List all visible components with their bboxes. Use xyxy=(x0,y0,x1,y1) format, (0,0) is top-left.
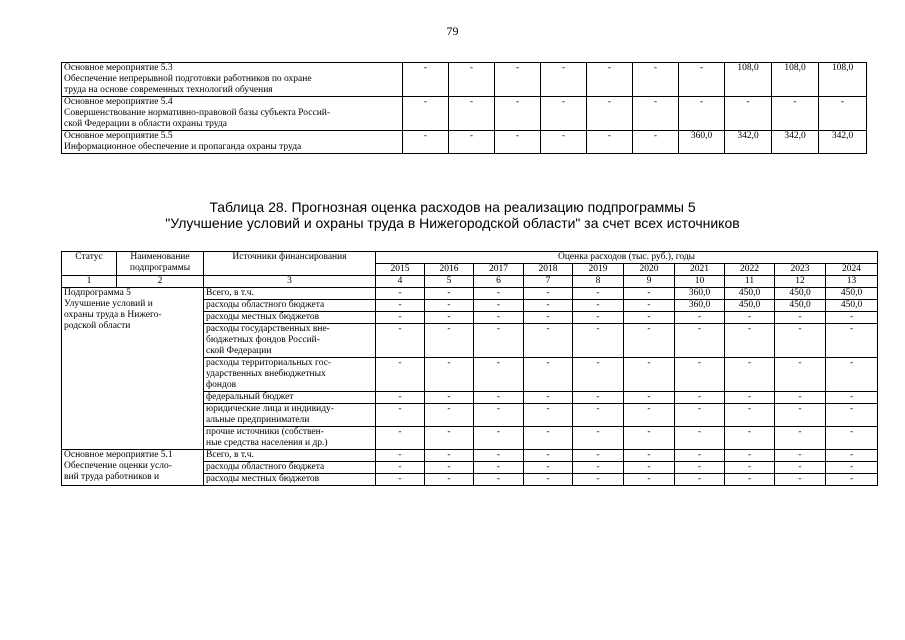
value-cell: - xyxy=(573,404,624,427)
value-cell: - xyxy=(474,450,524,462)
measure-row xyxy=(62,131,867,154)
value-cell: 450,0 xyxy=(775,288,826,300)
funding-source xyxy=(204,312,376,324)
value-cell: - xyxy=(573,450,624,462)
value-cell: - xyxy=(725,97,772,131)
value-cell: - xyxy=(772,97,819,131)
subprogram-row xyxy=(62,288,878,300)
funding-source-line: расходы областного бюджета xyxy=(206,462,325,472)
value-cell: - xyxy=(425,392,474,404)
value-cell: - xyxy=(425,288,474,300)
value-cell: - xyxy=(376,358,425,392)
value-cell: - xyxy=(775,312,826,324)
value-cell: - xyxy=(425,462,474,474)
value-cell: 450,0 xyxy=(725,288,775,300)
year-header: 2024 xyxy=(826,264,878,276)
value-cell: - xyxy=(524,392,573,404)
value-cell: - xyxy=(524,312,573,324)
funding-source-line: расходы государственных вне- xyxy=(206,324,330,334)
value-cell: - xyxy=(633,97,679,131)
value-cell: - xyxy=(573,474,624,486)
value-cell: - xyxy=(775,358,826,392)
value-cell: - xyxy=(376,288,425,300)
measure-label-line: ской Федерации в области охраны труда xyxy=(64,119,227,129)
column-number: 10 xyxy=(675,276,725,288)
value-cell: 108,0 xyxy=(819,63,867,97)
column-number-row xyxy=(62,276,878,288)
year-header: 2019 xyxy=(573,264,624,276)
value-cell: - xyxy=(826,427,878,450)
funding-source-line: ской Федерации xyxy=(206,346,272,356)
column-number: 12 xyxy=(775,276,826,288)
value-cell: - xyxy=(725,392,775,404)
value-cell: - xyxy=(826,450,878,462)
value-cell: - xyxy=(376,427,425,450)
value-cell: - xyxy=(826,324,878,358)
table-title-line-2: "Улучшение условий и охраны труда в Нижегородской области" за счет всех источников xyxy=(165,215,740,231)
value-cell: - xyxy=(573,392,624,404)
value-cell: - xyxy=(524,404,573,427)
value-cell: - xyxy=(725,450,775,462)
year-header: 2017 xyxy=(474,264,524,276)
subprogram-label-line: родской области xyxy=(64,321,131,331)
name-header: Наименование подпрограммы xyxy=(117,252,204,276)
value-cell: - xyxy=(826,392,878,404)
year-header: 2015 xyxy=(376,264,425,276)
value-cell: - xyxy=(725,462,775,474)
column-number: 4 xyxy=(376,276,425,288)
funding-source xyxy=(204,404,376,427)
value-cell: - xyxy=(425,404,474,427)
funding-source xyxy=(204,300,376,312)
subprogram-label-line: охраны труда в Нижего- xyxy=(64,310,162,320)
value-cell: - xyxy=(449,131,495,154)
measure-5-1-label-line: Обеспечение оценки усло- xyxy=(64,461,172,471)
value-cell: - xyxy=(826,474,878,486)
measure-5-1-label xyxy=(62,450,204,486)
value-cell: - xyxy=(524,300,573,312)
value-cell: - xyxy=(725,474,775,486)
column-number: 3 xyxy=(204,276,376,288)
value-cell: - xyxy=(624,324,675,358)
value-cell: 342,0 xyxy=(725,131,772,154)
measure-label-line: Основное мероприятие 5.5 xyxy=(64,131,173,141)
column-number: 6 xyxy=(474,276,524,288)
expense-forecast-table xyxy=(61,251,878,486)
measure-5-1-label-line: Основное мероприятие 5.1 xyxy=(64,450,173,460)
value-cell: - xyxy=(573,288,624,300)
value-cell: - xyxy=(474,324,524,358)
column-number: 13 xyxy=(826,276,878,288)
value-cell: - xyxy=(675,427,725,450)
value-cell: - xyxy=(675,474,725,486)
value-cell: - xyxy=(775,450,826,462)
year-header: 2023 xyxy=(775,264,826,276)
measure-label-line: Совершенствование нормативно-правовой базы субъекта Россий- xyxy=(64,108,331,118)
value-cell: - xyxy=(624,474,675,486)
value-cell: - xyxy=(541,63,587,97)
value-cell: - xyxy=(725,404,775,427)
funding-source-line: Всего, в т.ч. xyxy=(206,288,254,298)
funding-source xyxy=(204,427,376,450)
value-cell: 342,0 xyxy=(772,131,819,154)
value-cell: - xyxy=(403,131,449,154)
subprogram-label-line: Улучшение условий и xyxy=(64,299,153,309)
value-cell: - xyxy=(449,63,495,97)
measure-5-1-label-line: вий труда работников и xyxy=(64,472,160,482)
value-cell: - xyxy=(675,392,725,404)
column-number: 11 xyxy=(725,276,775,288)
value-cell: - xyxy=(524,288,573,300)
column-number: 2 xyxy=(117,276,204,288)
value-cell: 450,0 xyxy=(826,288,878,300)
value-cell: - xyxy=(474,474,524,486)
measure-label-line: труда на основе современных технологий обучения xyxy=(64,85,273,95)
subprogram-label-line: Подпрограмма 5 xyxy=(64,288,131,298)
value-cell: - xyxy=(725,427,775,450)
funding-source xyxy=(204,462,376,474)
value-cell: 108,0 xyxy=(772,63,819,97)
value-cell: - xyxy=(624,462,675,474)
value-cell: - xyxy=(474,427,524,450)
value-cell: - xyxy=(587,97,633,131)
funding-source-line: расходы территориальных гос- xyxy=(206,358,332,368)
column-number: 8 xyxy=(573,276,624,288)
value-cell: - xyxy=(376,392,425,404)
value-cell: - xyxy=(775,392,826,404)
value-cell: 342,0 xyxy=(819,131,867,154)
value-cell: - xyxy=(826,462,878,474)
measure-label-line: Обеспечение непрерывной подготовки работников по охране xyxy=(64,74,312,84)
value-cell: - xyxy=(541,131,587,154)
value-cell: 360,0 xyxy=(675,300,725,312)
funding-source-line: юридические лица и индивиду- xyxy=(206,404,334,414)
funding-source xyxy=(204,474,376,486)
funding-source-line: ударственных внебюджетных xyxy=(206,369,326,379)
funding-source-line: расходы местных бюджетов xyxy=(206,474,320,484)
value-cell: - xyxy=(725,358,775,392)
value-cell: - xyxy=(587,63,633,97)
value-cell: 360,0 xyxy=(679,131,725,154)
value-cell: - xyxy=(624,358,675,392)
value-cell: - xyxy=(675,358,725,392)
subprogram-label xyxy=(62,288,204,450)
funding-source xyxy=(204,324,376,358)
value-cell: - xyxy=(775,462,826,474)
funding-source xyxy=(204,288,376,300)
value-cell: - xyxy=(775,404,826,427)
measure-label-line: Основное мероприятие 5.4 xyxy=(64,97,173,107)
value-cell: - xyxy=(573,300,624,312)
value-cell: - xyxy=(775,474,826,486)
value-cell: - xyxy=(524,450,573,462)
value-cell: - xyxy=(425,324,474,358)
value-cell: - xyxy=(376,450,425,462)
value-cell: - xyxy=(403,97,449,131)
funding-source-line: прочие источники (собствен- xyxy=(206,427,324,437)
value-cell: - xyxy=(425,427,474,450)
measure-row xyxy=(62,97,867,131)
funding-source-line: альные предприниматели xyxy=(206,415,310,425)
value-cell: - xyxy=(573,462,624,474)
value-cell: - xyxy=(495,131,541,154)
year-header: 2022 xyxy=(725,264,775,276)
funding-source-line: Всего, в т.ч. xyxy=(206,450,254,460)
value-cell: - xyxy=(573,324,624,358)
value-cell: - xyxy=(474,404,524,427)
value-cell: - xyxy=(541,97,587,131)
year-header: 2020 xyxy=(624,264,675,276)
value-cell: - xyxy=(675,312,725,324)
value-cell: - xyxy=(624,427,675,450)
measure-label-line: Основное мероприятие 5.3 xyxy=(64,63,173,73)
year-header: 2021 xyxy=(675,264,725,276)
value-cell: - xyxy=(587,131,633,154)
measure-label xyxy=(62,63,403,97)
value-cell: - xyxy=(624,450,675,462)
funding-source-line: бюджетных фондов Россий- xyxy=(206,335,320,345)
value-cell: - xyxy=(775,324,826,358)
funding-source-line: фондов xyxy=(206,380,237,390)
value-cell: - xyxy=(826,404,878,427)
funding-source-line: расходы местных бюджетов xyxy=(206,312,320,322)
value-cell: - xyxy=(425,358,474,392)
value-cell: - xyxy=(474,358,524,392)
value-cell: - xyxy=(826,358,878,392)
value-cell: - xyxy=(679,97,725,131)
value-cell: - xyxy=(725,324,775,358)
value-cell: - xyxy=(633,63,679,97)
value-cell: - xyxy=(524,427,573,450)
value-cell: - xyxy=(725,312,775,324)
measures-continuation-table xyxy=(61,62,867,154)
status-header: Статус xyxy=(62,252,117,276)
year-header: 2018 xyxy=(524,264,573,276)
value-cell: - xyxy=(573,358,624,392)
value-cell: - xyxy=(474,300,524,312)
year-header: 2016 xyxy=(425,264,474,276)
measure-5-1-row xyxy=(62,450,878,462)
value-cell: - xyxy=(675,450,725,462)
value-cell: - xyxy=(425,450,474,462)
value-cell: - xyxy=(826,312,878,324)
value-cell: - xyxy=(376,312,425,324)
funding-source-line: расходы областного бюджета xyxy=(206,300,325,310)
funding-source-line: ные средства населения и др.) xyxy=(206,438,328,448)
value-cell: - xyxy=(376,404,425,427)
value-cell: - xyxy=(376,300,425,312)
value-cell: - xyxy=(474,392,524,404)
value-cell: - xyxy=(524,462,573,474)
estimate-header: Оценка расходов (тыс. руб.), годы xyxy=(376,252,878,264)
value-cell: - xyxy=(624,312,675,324)
measure-label xyxy=(62,131,403,154)
value-cell: - xyxy=(495,63,541,97)
column-number: 9 xyxy=(624,276,675,288)
value-cell: - xyxy=(573,312,624,324)
table-28-title xyxy=(0,199,905,231)
value-cell: - xyxy=(524,358,573,392)
value-cell: - xyxy=(425,312,474,324)
column-number: 1 xyxy=(62,276,117,288)
value-cell: - xyxy=(524,324,573,358)
value-cell: - xyxy=(679,63,725,97)
value-cell: - xyxy=(474,288,524,300)
value-cell: 450,0 xyxy=(775,300,826,312)
header-row-1 xyxy=(62,252,878,264)
funding-source xyxy=(204,392,376,404)
value-cell: - xyxy=(819,97,867,131)
funding-source xyxy=(204,450,376,462)
value-cell: 108,0 xyxy=(725,63,772,97)
value-cell: 450,0 xyxy=(826,300,878,312)
value-cell: - xyxy=(573,427,624,450)
value-cell: - xyxy=(624,404,675,427)
value-cell: - xyxy=(449,97,495,131)
page-number: 79 xyxy=(446,24,459,38)
value-cell: - xyxy=(675,462,725,474)
source-header: Источники финансирования xyxy=(204,252,376,276)
value-cell: - xyxy=(376,462,425,474)
value-cell: 360,0 xyxy=(675,288,725,300)
value-cell: - xyxy=(495,97,541,131)
value-cell: - xyxy=(633,131,679,154)
value-cell: - xyxy=(524,474,573,486)
value-cell: - xyxy=(624,392,675,404)
funding-source xyxy=(204,358,376,392)
value-cell: - xyxy=(425,300,474,312)
funding-source-line: федеральный бюджет xyxy=(206,392,294,402)
value-cell: - xyxy=(474,462,524,474)
value-cell: - xyxy=(675,404,725,427)
measure-label-line: Информационное обеспечение и пропаганда охраны труда xyxy=(64,142,302,152)
value-cell: - xyxy=(775,427,826,450)
column-number: 7 xyxy=(524,276,573,288)
value-cell: - xyxy=(403,63,449,97)
measure-label xyxy=(62,97,403,131)
measure-row xyxy=(62,63,867,97)
value-cell: - xyxy=(624,300,675,312)
value-cell: - xyxy=(425,474,474,486)
value-cell: - xyxy=(376,474,425,486)
value-cell: 450,0 xyxy=(725,300,775,312)
value-cell: - xyxy=(376,324,425,358)
value-cell: - xyxy=(624,288,675,300)
column-number: 5 xyxy=(425,276,474,288)
value-cell: - xyxy=(474,312,524,324)
value-cell: - xyxy=(675,324,725,358)
table-title-line-1: Таблица 28. Прогнозная оценка расходов на реализацию подпрограммы 5 xyxy=(209,199,696,215)
